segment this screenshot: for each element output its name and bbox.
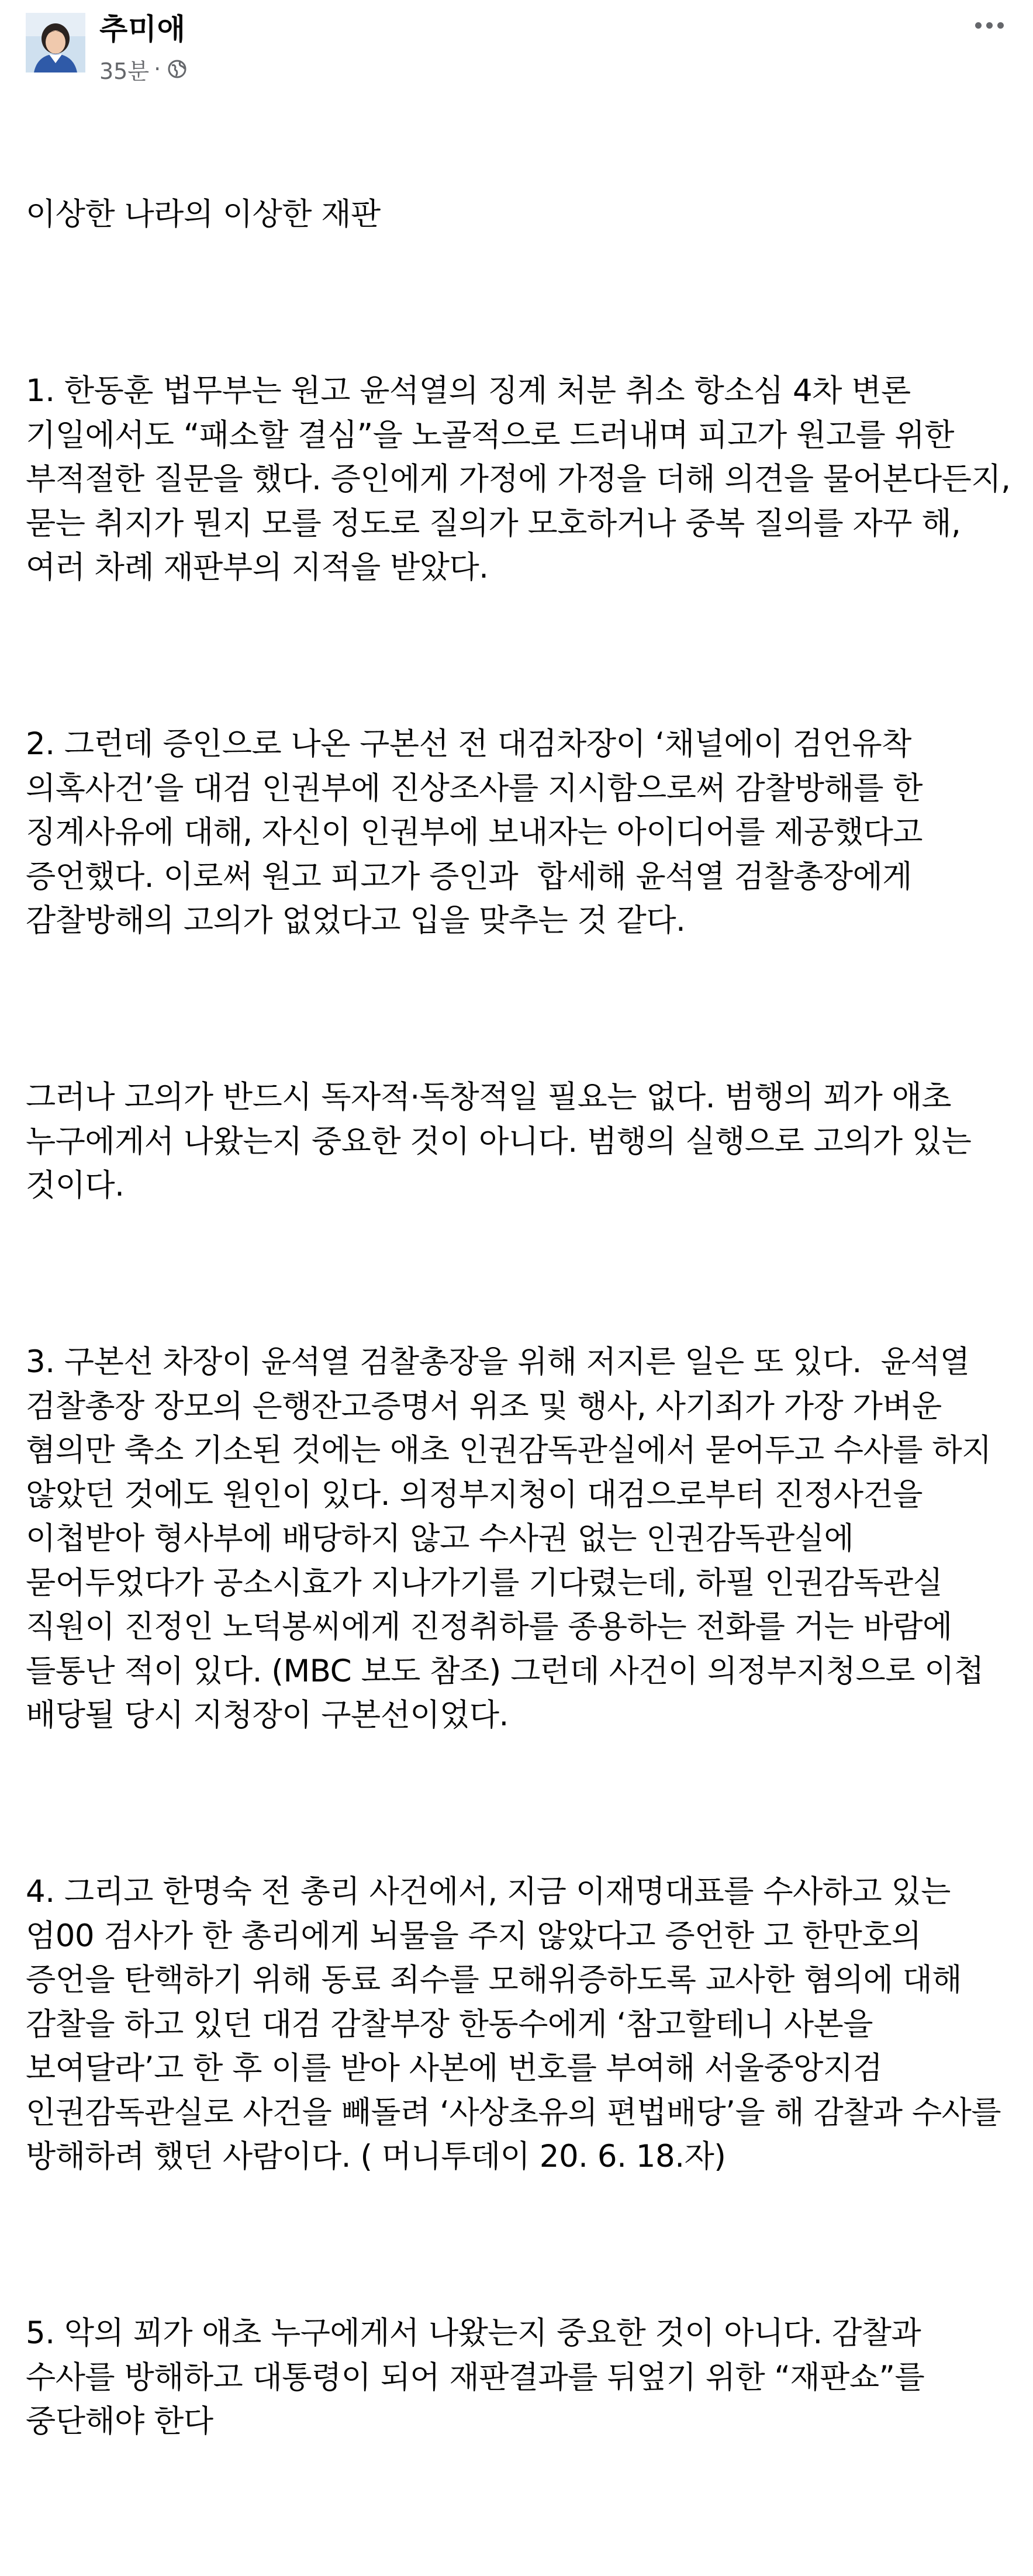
author-name[interactable]: 추미애 xyxy=(99,12,186,46)
avatar-image xyxy=(26,13,85,72)
post-meta xyxy=(99,56,188,82)
more-dot xyxy=(997,22,1004,29)
paragraph-6: 5. 악의 꾀가 애초 누구에게서 나왔는지 중요한 것이 아니다. 감찰과 수사를 방해하고 대통령이 되어 재판결과를 뒤엎기 위한 “재판쇼”를 중단해야 한다 xyxy=(26,2315,934,2439)
post-header xyxy=(0,0,1033,99)
paragraph-5: 4. 그리고 한명숙 전 총리 사건에서, 지금 이재명대표를 수사하고 있는 엄00 검사가 한 총리에게 뇌물을 주지 않았다고 증언한 고 한만호의 증언을 탄핵하기 위해 동료 죄수를 모해위증하도록 교사한 혐의에 대해 감찰을 하고 있던 대검 감찰부장 한동수에게 ‘참고할테니 사본을 보여달라’고 한 후 이를 받아 사본에 번호를 부여해 서울중앙지검 인권감독관실로 사건을 빼돌려 ‘사상초유의 편법배당’을 해 감찰과 수사를 방해하려 했던 사람이다. ( 머니투데이 20. 6. 18.자) xyxy=(26,1874,1011,2174)
author-avatar[interactable] xyxy=(26,13,85,72)
more-dot xyxy=(986,22,993,29)
paragraph-2: 2. 그런데 증인으로 나온 구본선 전 대검차장이 ‘채널에이 검언유착 의혹사건’을 대검 인권부에 진상조사를 지시함으로써 감찰방해를 한 징계사유에 대해, 자신이 인권부에 보내자는 아이디어를 제공했다고 증언했다. 이로써 원고 피고가 증인과 합세해 윤석열 검찰총장에게 감찰방해의 고의가 없었다고 입을 맞추는 것 같다. xyxy=(26,726,932,938)
paragraph-3: 그러나 고의가 반드시 독자적·독창적일 필요는 없다. 범행의 꾀가 애초 누구에게서 나왔는지 중요한 것이 아니다. 범행의 실행으로 고의가 있는 것이다. xyxy=(26,1079,981,1203)
paragraph-1: 1. 한동훈 법무부는 원고 윤석열의 징계 처분 취소 항소심 4차 변론 기일에서도 “패소할 결심”을 노골적으로 드러내며 피고가 원고를 위한 부적절한 질문을 했다. 증인에게 가정에 가정을 더해 의견을 물어본다든지, 묻는 취지가 뭔지 모를 정도로 질의가 모호하거나 중복 질의를 자꾸 해, 여러 차례 재판부의 지적을 받았다. xyxy=(26,373,1020,585)
post-time[interactable]: 35분 xyxy=(99,58,150,84)
more-horizontal-icon xyxy=(975,22,982,29)
post-title: 이상한 나라의 이상한 재판 xyxy=(26,196,381,232)
post-body xyxy=(26,104,1020,2576)
more-options-button[interactable] xyxy=(969,11,1010,40)
meta-separator: · xyxy=(154,56,161,82)
paragraph-4: 3. 구본선 차장이 윤석열 검찰총장을 위해 저지른 일은 또 있다. 윤석열 검찰총장 장모의 은행잔고증명서 위조 및 행사, 사기죄가 가장 가벼운 혐의만 축소 기소된 것에는 애초 인권감독관실에서 묻어두고 수사를 하지 않았던 것에도 원인이 있다. 의정부지청이 대검으로부터 진정사건을 이첩받아 형사부에 배당하지 않고 수사권 없는 인권감독관실에 묻어두었다가 공소시효가 지나가기를 기다렸는데, 하필 인권감독관실 직원이 진정인 노덕봉씨에게 진정취하를 종용하는 전화를 거는 바람에 들통난 적이 있다. (MBC 보도 참조) 그런데 사건이 의정부지청으로 이첩 배당될 당시 지청장이 구본선이었다. xyxy=(26,1344,1001,1733)
globe-icon[interactable] xyxy=(167,58,188,80)
